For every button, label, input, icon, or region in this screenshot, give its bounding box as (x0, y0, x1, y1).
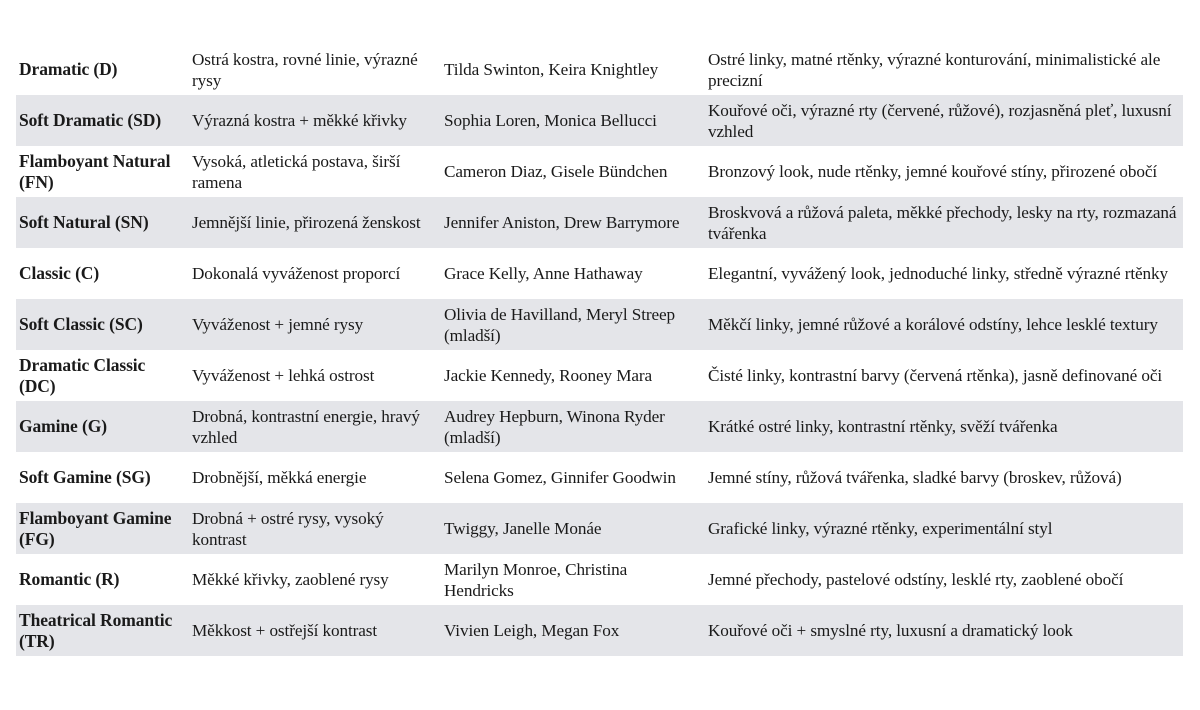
type-cell: Classic (C) (19, 263, 100, 283)
features-cell: Výrazná kostra + měkké křivky (192, 111, 407, 130)
table-row (16, 554, 1183, 605)
table-row (16, 197, 1183, 248)
makeup-cell: Čisté linky, kontrastní barvy (červená rtěnka), jasně definované oči (708, 366, 1163, 385)
table-row (16, 452, 1183, 503)
makeup-cell: Měkčí linky, jemné růžové a korálové odstíny, lehce lesklé textury (708, 315, 1158, 334)
type-cell: Romantic (R) (19, 569, 120, 589)
features-cell: Vysoká, atletická postava, širší ramena (192, 151, 401, 192)
type-cell: Gamine (G) (19, 416, 107, 436)
features-cell: Jemnější linie, přirozená ženskost (192, 213, 421, 232)
features-cell: Dokonalá vyváženost proporcí (192, 264, 401, 283)
type-cell: Dramatic (D) (19, 59, 118, 79)
type-cell: Flamboyant Gamine (FG) (19, 507, 172, 549)
table-row (16, 503, 1183, 554)
features-cell: Drobná + ostré rysy, vysoký kontrast (192, 508, 384, 549)
kibbe-types-table (16, 44, 1183, 656)
celebrities-cell: Jackie Kennedy, Rooney Mara (444, 366, 653, 385)
celebrities-cell: Grace Kelly, Anne Hathaway (444, 264, 643, 283)
makeup-cell: Kouřové oči, výrazné rty (červené, růžové), rozjasněná pleť, luxusní vzhled (708, 100, 1172, 141)
kibbe-types-table-wrapper (16, 44, 1183, 656)
celebrities-cell: Marilyn Monroe, Christina Hendricks (444, 559, 628, 600)
makeup-cell: Kouřové oči + smyslné rty, luxusní a dramatický look (708, 621, 1073, 640)
celebrities-cell: Audrey Hepburn, Winona Ryder (mladší) (444, 406, 665, 447)
table-row (16, 605, 1183, 656)
celebrities-cell: Jennifer Aniston, Drew Barrymore (444, 213, 680, 232)
celebrities-cell: Selena Gomez, Ginnifer Goodwin (444, 468, 676, 487)
makeup-cell: Grafické linky, výrazné rtěnky, experimentální styl (708, 519, 1053, 538)
makeup-cell: Jemné stíny, růžová tvářenka, sladké barvy (broskev, růžová) (708, 468, 1122, 487)
features-cell: Ostrá kostra, rovné linie, výrazné rysy (192, 49, 418, 90)
table-row (16, 248, 1183, 299)
celebrities-cell: Cameron Diaz, Gisele Bündchen (444, 162, 668, 181)
makeup-cell: Krátké ostré linky, kontrastní rtěnky, svěží tvářenka (708, 417, 1058, 436)
table-row (16, 350, 1183, 401)
features-cell: Měkkost + ostřejší kontrast (192, 621, 378, 640)
makeup-cell: Elegantní, vyvážený look, jednoduché linky, středně výrazné rtěnky (708, 264, 1169, 283)
type-cell: Soft Dramatic (SD) (19, 110, 162, 130)
type-cell: Dramatic Classic (DC) (19, 354, 146, 396)
type-cell: Theatrical Romantic (TR) (19, 609, 173, 651)
type-cell: Soft Classic (SC) (19, 314, 143, 334)
type-cell: Flamboyant Natural (FN) (19, 150, 171, 192)
features-cell: Vyváženost + lehká ostrost (192, 366, 375, 385)
table-row (16, 44, 1183, 95)
celebrities-cell: Olivia de Havilland, Meryl Streep (mladší) (444, 304, 676, 345)
celebrities-cell: Vivien Leigh, Megan Fox (444, 621, 620, 640)
type-cell: Soft Natural (SN) (19, 212, 149, 232)
table-body (16, 44, 1183, 656)
makeup-cell: Bronzový look, nude rtěnky, jemné kouřové stíny, přirozené obočí (708, 162, 1158, 181)
table-row (16, 401, 1183, 452)
features-cell: Vyváženost + jemné rysy (192, 315, 364, 334)
celebrities-cell: Tilda Swinton, Keira Knightley (444, 60, 659, 79)
makeup-cell: Ostré linky, matné rtěnky, výrazné konturování, minimalistické ale precizní (708, 49, 1161, 90)
makeup-cell: Broskvová a růžová paleta, měkké přechody, lesky na rty, rozmazaná tvářenka (708, 202, 1177, 243)
features-cell: Drobná, kontrastní energie, hravý vzhled (192, 406, 420, 447)
table-row (16, 299, 1183, 350)
makeup-cell: Jemné přechody, pastelové odstíny, lesklé rty, zaoblené obočí (708, 570, 1124, 589)
table-row (16, 95, 1183, 146)
celebrities-cell: Sophia Loren, Monica Bellucci (444, 111, 657, 130)
table-row (16, 146, 1183, 197)
type-cell: Soft Gamine (SG) (19, 467, 151, 487)
features-cell: Drobnější, měkká energie (192, 468, 367, 487)
features-cell: Měkké křivky, zaoblené rysy (192, 570, 389, 589)
celebrities-cell: Twiggy, Janelle Monáe (444, 519, 602, 538)
